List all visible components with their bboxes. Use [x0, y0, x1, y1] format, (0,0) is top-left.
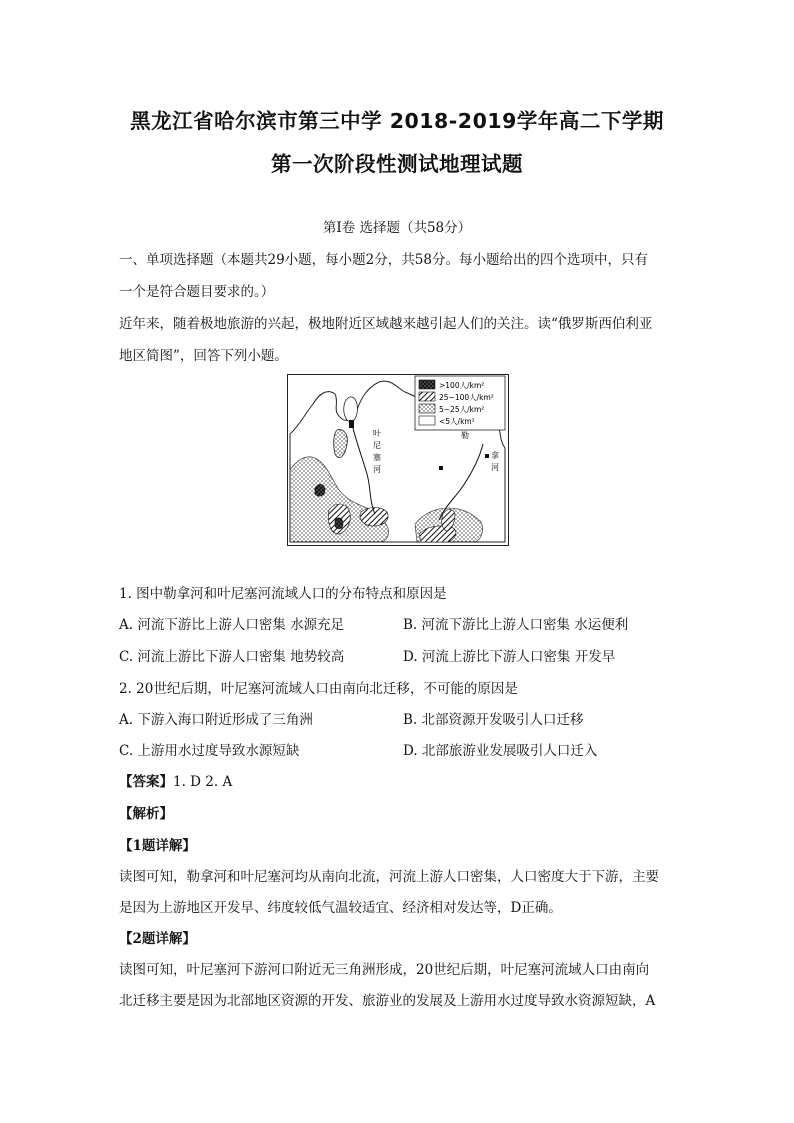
section-header: 第Ⅰ卷 选择题（共58分） [322, 220, 472, 236]
detail-2-line1: 读图可知，叶尼塞河下游河口附近无三角洲形成，20世纪后期，叶尼塞河流域人口由南向 [119, 962, 650, 978]
question-1-option-d: D. 河流上游比下游人口密集 开发早 [403, 649, 616, 665]
detail-1-label: 【1题详解】 [119, 838, 196, 854]
answer-value: 1. D 2. A [173, 774, 233, 790]
exam-title-line1: 黑龙江省哈尔滨市第三中学 2018-2019学年高二下学期 [130, 109, 664, 133]
density-over-100-c [349, 420, 354, 428]
legend-swatch-over-100 [419, 380, 435, 389]
answer-line [119, 770, 232, 790]
question-1-option-a: A. 河流下游比上游人口密集 水源充足 [119, 617, 345, 633]
question-2-option-c: C. 上游用水过度导致水源短缺 [119, 743, 300, 759]
map-legend [415, 376, 505, 430]
question-1-option-c: C. 河流上游比下游人口密集 地势较高 [119, 649, 345, 665]
lena-label-3: 河 [491, 463, 499, 472]
question-1-option-b: B. 河流下游比上游人口密集 水运便利 [403, 617, 629, 633]
density-over-100-b [335, 518, 343, 529]
settlement-1 [439, 466, 443, 470]
legend-over-100: >100人/km² [439, 381, 485, 390]
question-2-option-d: D. 北部旅游业发展吸引人口迁入 [403, 743, 598, 759]
legend-under-5: <5人/km² [439, 417, 475, 426]
lena-label-2: 拿 [491, 451, 499, 460]
lena-label-1: 勒 [461, 431, 469, 440]
intro-line1: 近年来，随着极地旅游的兴起，极地附近区域越来越引起人们的关注。读“俄罗斯西伯利亚 [119, 316, 653, 332]
legend-swatch-under-5 [419, 416, 435, 425]
settlement-2 [485, 454, 489, 458]
northern-bay [344, 397, 358, 422]
yenisei-label-3: 塞 [373, 453, 381, 462]
question-2-stem: 2. 20世纪后期，叶尼塞河流域人口由南向北迁移，不可能的原因是 [119, 681, 518, 697]
intro-line2: 地区简图”，回答下列小题。 [119, 348, 288, 364]
instructions-line1: 一、单项选择题（本题共29小题，每小题2分，共58分。每小题给出的四个选项中，只有 [119, 252, 648, 268]
legend-swatch-25-100 [419, 392, 435, 401]
question-2-option-b: B. 北部资源开发吸引人口迁移 [403, 712, 584, 728]
yenisei-label-2: 尼 [373, 441, 381, 450]
detail-1-line2: 是因为上游地区开发早、纬度较低气温较适宜、经济相对发达等，D正确。 [119, 900, 562, 916]
density-over-100-a [315, 484, 325, 496]
siberia-population-map [287, 374, 509, 546]
detail-2-line2: 北迁移主要是因为北部地区资源的开发、旅游业的发展及上游用水过度导致水资源短缺，A [119, 993, 656, 1009]
legend-swatch-5-25 [419, 404, 435, 413]
yenisei-label-1: 叶 [373, 429, 381, 438]
legend-25-100: 25~100人/km² [439, 393, 494, 402]
exam-title-line2: 第一次阶段性测试地理试题 [271, 152, 523, 176]
analysis-label: 【解析】 [119, 806, 173, 822]
legend-5-25: 5~25人/km² [439, 405, 485, 414]
question-1-stem: 1. 图中勒拿河和叶尼塞河流域人口的分布特点和原因是 [119, 586, 447, 602]
instructions-line2: 一个是符合题目要求的。） [119, 284, 275, 300]
question-2-option-a: A. 下游入海口附近形成了三角洲 [119, 712, 313, 728]
answer-label: 【答案】 [119, 774, 173, 790]
detail-1-line1: 读图可知，勒拿河和叶尼塞河均从南向北流，河流上游人口密集，人口密度大于下游，主要 [119, 869, 659, 885]
detail-2-label: 【2题详解】 [119, 931, 196, 947]
yenisei-label-4: 河 [373, 465, 381, 474]
